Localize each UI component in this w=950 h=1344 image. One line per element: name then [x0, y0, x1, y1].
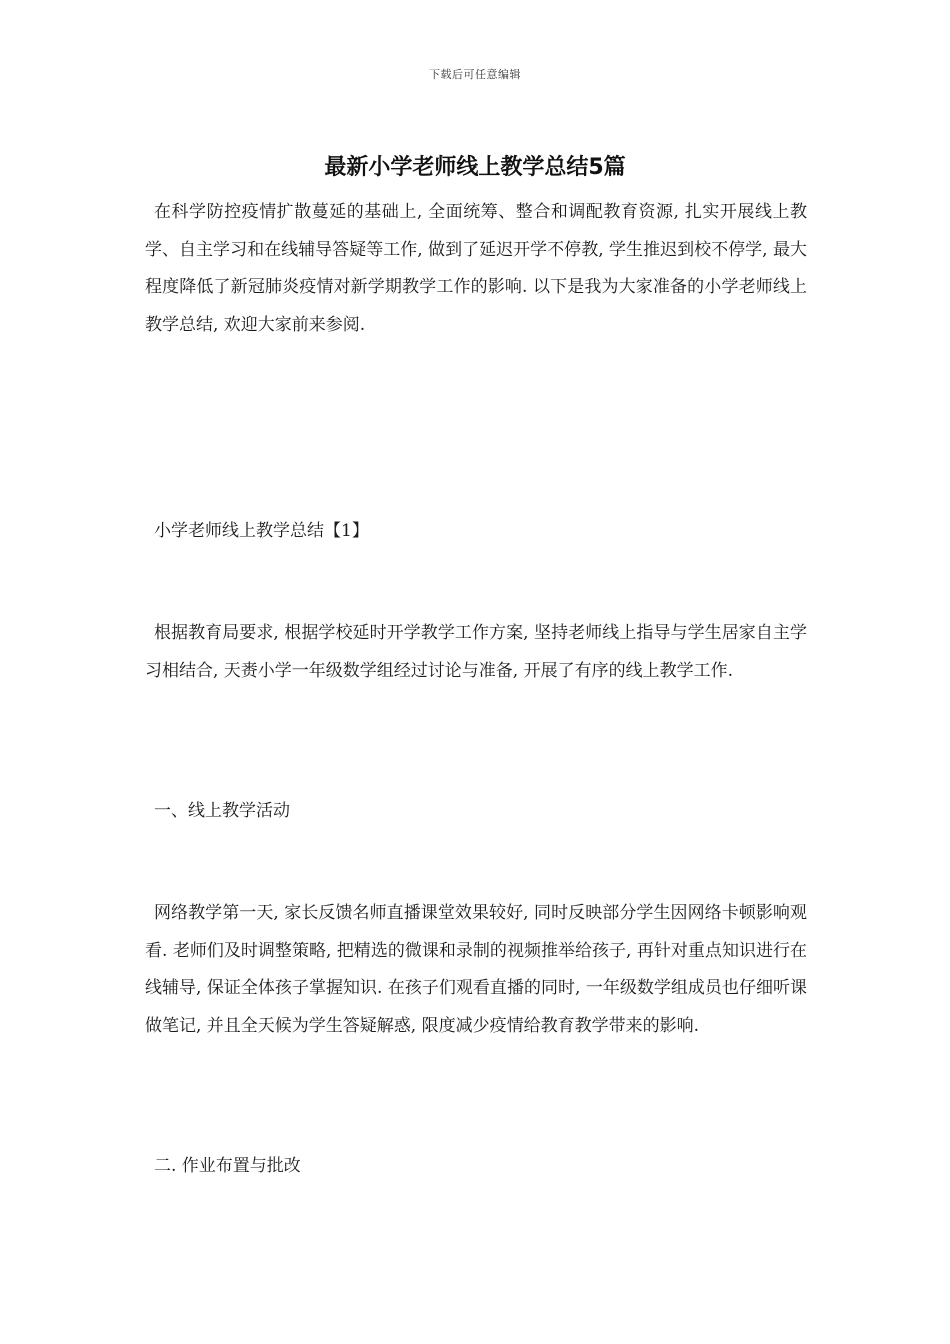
body-paragraph-2: 网络教学第一天, 家长反馈名师直播课堂效果较好, 同时反映部分学生因网络卡顿影响观看. 老师们及时调整策略, 把精选的微课和录制的视频推举给孩子, 再针对重点知识进行在线辅导, 保证全体孩子掌握知识. 在孩子们观看直播的同时, 一年级数学组成员也仔细听课做笔记, 并且全天候为学生答疑解惑, 限度减少疫情给教育教学带来的影响.	[145, 903, 807, 1036]
header-note: 下载后可任意编辑	[429, 68, 521, 81]
section-title: 小学老师线上教学总结【1】	[154, 521, 369, 541]
page-title: 最新小学老师线上教学总结5篇	[324, 155, 626, 180]
body-paragraph-1: 根据教育局要求, 根据学校延时开学教学工作方案, 坚持老师线上指导与学生居家自主学习相结合, 天赉小学一年级数学组经过讨论与准备, 开展了有序的线上教学工作.	[145, 623, 807, 681]
intro-paragraph: 在科学防控疫情扩散蔓延的基础上, 全面统筹、整合和调配教育资源, 扎实开展线上教学、自主学习和在线辅导答疑等工作, 做到了延迟开学不停教, 学生推迟到校不停学, 最大程度降低了新冠肺炎疫情对新学期教学工作的影响. 以下是我为大家准备的小学老师线上教学总结, 欢迎大家前来参阅.	[145, 202, 807, 335]
subheading-homework: 二. 作业布置与批改	[154, 1156, 301, 1176]
subheading-online-teaching: 一、线上教学活动	[154, 801, 290, 821]
